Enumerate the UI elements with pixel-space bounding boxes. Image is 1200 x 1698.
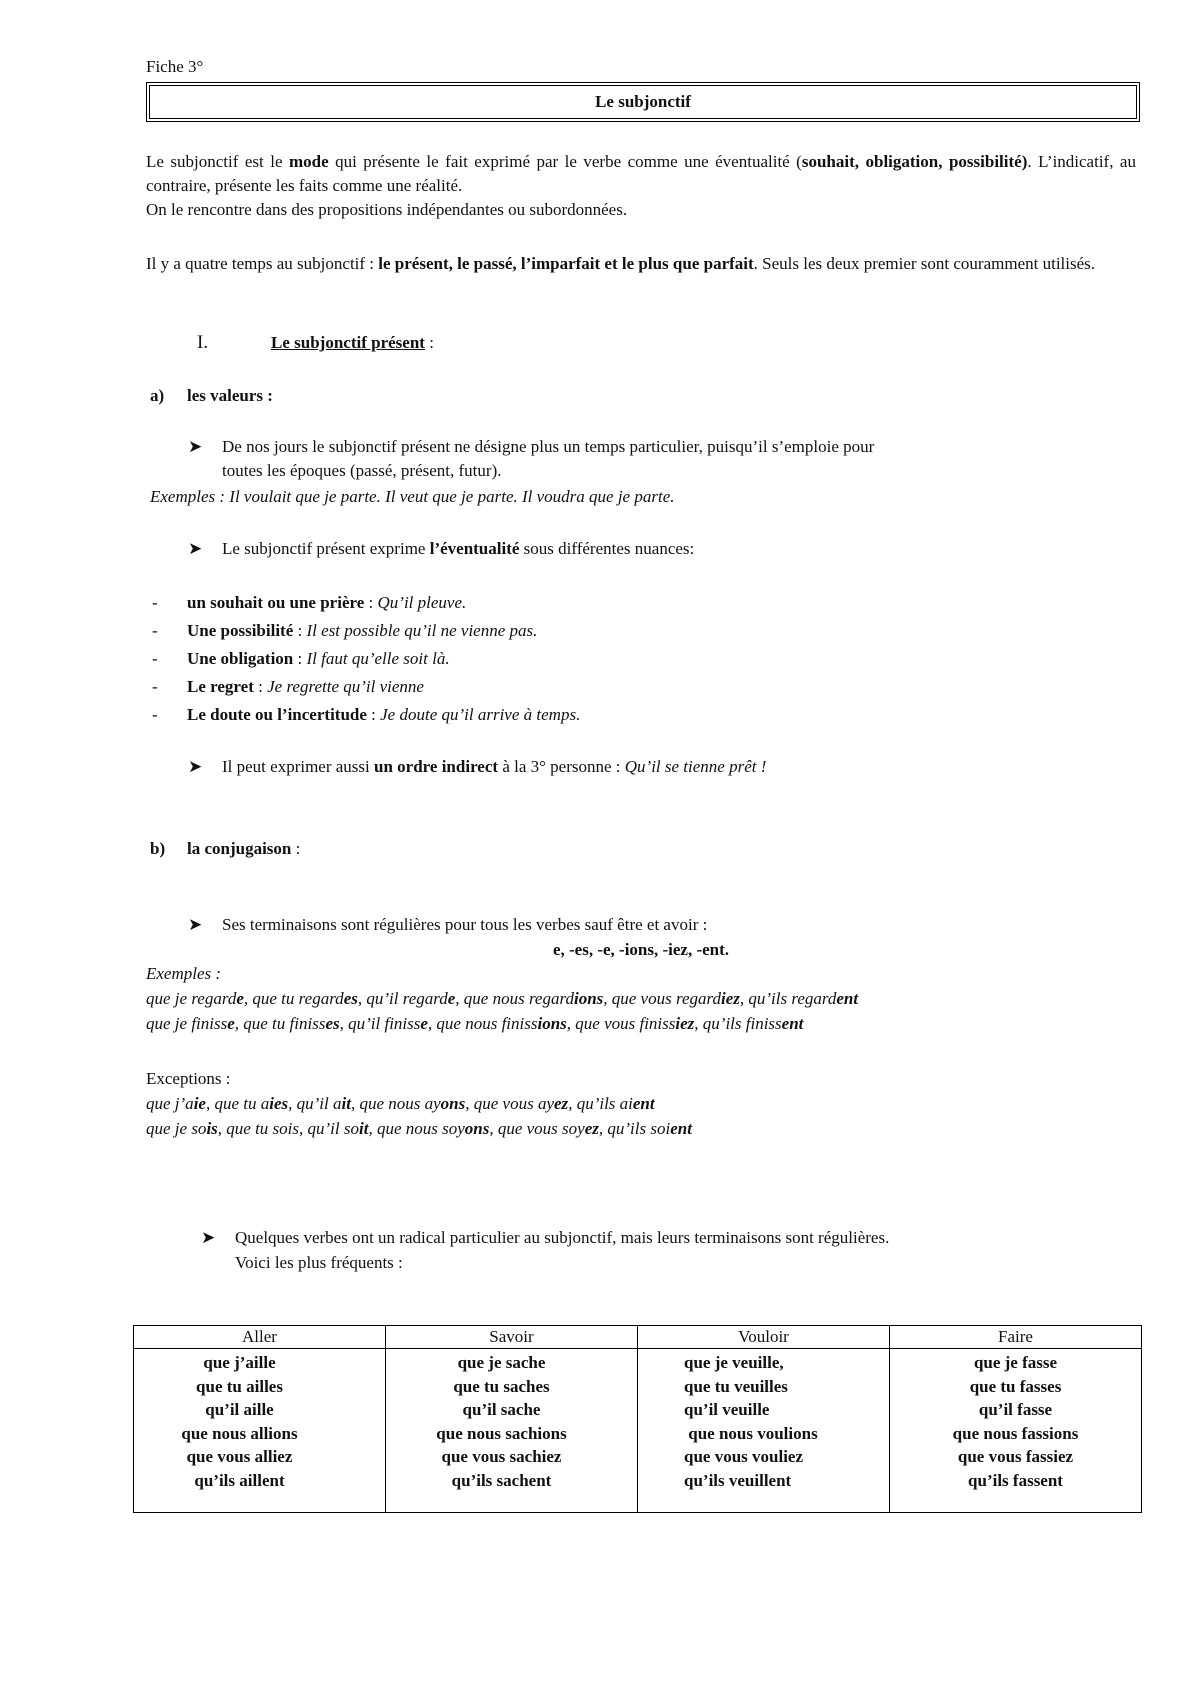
section-number: I. <box>197 332 209 353</box>
intro-rich-1 <box>146 152 1136 195</box>
text-run: , que tu regard <box>243 989 344 1008</box>
text-run: , que nous finiss <box>427 1014 538 1033</box>
nuance-example: Il faut qu’elle soit là. <box>306 649 450 668</box>
examples-2-line-2 <box>146 1013 803 1035</box>
conjugation-form: que je sache <box>457 1353 546 1372</box>
nuance-item: - Le doute ou l’incertitude : Je doute qu’il arrive à temps. <box>152 705 581 724</box>
text-run: mode <box>288 152 329 171</box>
text-run: . L’indicatif, au contraire, présente les faits comme une réalité. <box>146 152 1136 195</box>
subheading-b-colon: : <box>291 839 301 858</box>
conjugation-form: que je veuille, <box>684 1353 784 1372</box>
conjugation-form: qu’ils aillent <box>194 1470 285 1490</box>
nuance-example: Il est possible qu’il ne vienne pas. <box>306 621 538 640</box>
nuance-term: Une obligation <box>187 649 294 668</box>
text-run: e <box>447 989 456 1008</box>
table-header-cell: Savoir <box>386 1326 638 1349</box>
table-header-row <box>134 1326 1142 1349</box>
text-run: , qu’ils ai <box>568 1094 633 1113</box>
text-run: ons <box>440 1094 466 1113</box>
table-cell-faire <box>890 1349 1142 1513</box>
text-run: que je finiss <box>146 1014 228 1033</box>
text-run: qui présente le fait exprimé par le verbe comme une éventualité ( <box>328 152 802 171</box>
bullet-1 <box>188 436 874 458</box>
table-cell-aller <box>134 1349 386 1513</box>
examples-1: Exemples : Il voulait que je parte. Il veut que je parte. Il voudra que je parte. <box>150 487 675 506</box>
text-run: Il y a quatre temps au subjonctif : <box>146 254 379 273</box>
nuance-sep: : <box>253 677 268 696</box>
text-run: souhait, obligation, possibilité) <box>801 152 1028 171</box>
text-run: , que vous finiss <box>566 1014 676 1033</box>
text-run: , qu’il regard <box>357 989 448 1008</box>
text-run: ie <box>193 1094 206 1113</box>
conjugation-form: que vous alliez <box>186 1447 293 1466</box>
conjugation-form: qu’il fasse <box>978 1400 1053 1419</box>
conjugation-form: que tu saches <box>453 1376 550 1396</box>
nuance-item: - Une obligation : Il faut qu’elle soit là. <box>152 649 450 668</box>
nuance-example: Je doute qu’il arrive à temps. <box>380 705 581 724</box>
text-run: , qu’ils regard <box>739 989 837 1008</box>
intro-paragraph-1 <box>146 150 1136 222</box>
text-run: Le subjonctif est le <box>146 152 289 171</box>
arrow-bullet-icon: ➤ <box>188 437 203 456</box>
bullet-5-line-1: Quelques verbes ont un radical particulier au subjonctif, mais leurs terminaisons sont régulières. <box>235 1228 890 1247</box>
text-run: , qu’il a <box>288 1094 342 1113</box>
bullet-5-line-2: Voici les plus fréquents : <box>235 1253 403 1272</box>
text-run: ions <box>573 989 604 1008</box>
conjugation-form: que nous voulions <box>684 1423 818 1443</box>
nuance-sep: : <box>293 621 307 640</box>
text-run: , qu’il finiss <box>339 1014 421 1033</box>
text-run: e <box>420 1014 428 1033</box>
section-heading <box>197 332 434 354</box>
nuance-term: un souhait ou une prière <box>187 593 365 612</box>
text-run: , que nous ay <box>350 1094 441 1113</box>
text-run: es <box>343 989 358 1008</box>
fiche-label: Fiche 3° <box>146 57 204 76</box>
text-run: ent <box>836 989 859 1008</box>
text-run: , que tu sois, qu’il so <box>217 1119 359 1138</box>
table-cell-savoir <box>386 1349 638 1513</box>
text-run: , que nous regard <box>455 989 574 1008</box>
text-run: le présent, le passé, l’imparfait et le plus que parfait <box>378 254 754 273</box>
table-header-cell: Aller <box>134 1326 386 1349</box>
nuance-item: - Le regret : Je regrette qu’il vienne <box>152 677 424 696</box>
conjugation-form: qu’il sache <box>462 1400 541 1419</box>
examples-2-label: Exemples : <box>146 964 222 983</box>
bullet-4-text: Ses terminaisons sont régulières pour tous les verbes sauf être et avoir : <box>222 915 708 934</box>
text-run: es <box>325 1014 340 1033</box>
table-header-cell: Faire <box>890 1326 1142 1349</box>
text-run: Il peut exprimer aussi <box>222 757 375 776</box>
intro-line-2: On le rencontre dans des propositions indépendantes ou subordonnées. <box>146 200 628 219</box>
conjugation-form: qu’il veuille <box>684 1400 770 1419</box>
conjugation-form: qu’ils fassent <box>968 1470 1063 1490</box>
text-run: ent <box>670 1119 692 1138</box>
text-run: . Seuls les deux premier sont couramment utilisés. <box>753 254 1096 273</box>
conjugation-form: que vous fassiez <box>957 1447 1074 1466</box>
bullet-3-text <box>222 757 766 776</box>
text-run: iez <box>721 989 740 1008</box>
conjugation-form: que tu fasses <box>969 1376 1062 1396</box>
table-cell-vouloir <box>638 1349 890 1513</box>
arrow-bullet-icon: ➤ <box>188 757 203 776</box>
conjugation-form: que vous vouliez <box>684 1447 804 1466</box>
text-run: ent <box>781 1014 804 1033</box>
conjugation-form: qu’ils veuillent <box>684 1470 792 1490</box>
nuance-item: - un souhait ou une prière : Qu’il pleuve. <box>152 593 467 612</box>
text-run: sous différentes nuances: <box>519 539 695 558</box>
conjugation-form: que j’aille <box>203 1353 276 1372</box>
text-run: que j’a <box>146 1094 194 1113</box>
text-run: que je so <box>146 1119 207 1138</box>
intro-paragraph-2 <box>146 252 1136 276</box>
text-run: , que tu a <box>205 1094 270 1113</box>
text-run: , que tu finiss <box>234 1014 326 1033</box>
nuance-example: Je regrette qu’il vienne <box>267 677 424 696</box>
text-run: is <box>206 1119 218 1138</box>
text-run: it <box>341 1094 351 1113</box>
nuance-sep: : <box>364 593 378 612</box>
bullet-1-line-2: toutes les époques (passé, présent, futur). <box>222 461 502 480</box>
text-run: un ordre indirect <box>374 757 499 776</box>
conjugation-form: que tu ailles <box>196 1376 283 1396</box>
text-run: l’éventualité <box>429 539 520 558</box>
text-run: , que vous regard <box>603 989 721 1008</box>
text-run: ent <box>632 1094 655 1113</box>
conjugation-form: qu’il aille <box>205 1400 274 1419</box>
text-run: Le subjonctif présent exprime <box>222 539 430 558</box>
bullet-1-line-1: De nos jours le subjonctif présent ne désigne plus un temps particulier, puisqu’il s’emploie pour <box>222 437 875 456</box>
text-run: Qu’il se tienne prêt ! <box>624 757 767 776</box>
nuance-example: Qu’il pleuve. <box>377 593 467 612</box>
nuance-sep: : <box>366 705 381 724</box>
exceptions-label: Exceptions : <box>146 1069 231 1088</box>
text-run: , qu’ils finiss <box>694 1014 782 1033</box>
subheading-a-label: a) <box>150 386 165 405</box>
text-run: iez <box>675 1014 695 1033</box>
text-run: it <box>358 1119 369 1138</box>
subheading-b <box>150 838 300 860</box>
nuance-term: Le doute ou l’incertitude <box>187 705 367 724</box>
irregular-verbs-table <box>133 1325 1142 1513</box>
section-colon: : <box>424 333 434 352</box>
conjugation-form: que vous sachiez <box>441 1447 562 1466</box>
bullet-3 <box>188 756 766 778</box>
page-title: Le subjonctif <box>146 82 1140 122</box>
subheading-a-title: les valeurs : <box>187 386 273 405</box>
text-run: ez <box>584 1119 599 1138</box>
bullet-2-text <box>222 539 694 558</box>
text-run: ez <box>554 1094 569 1113</box>
nuance-item: - Une possibilité : Il est possible qu’il ne vienne pas. <box>152 621 538 640</box>
bullet-4 <box>188 914 707 936</box>
arrow-bullet-icon: ➤ <box>188 915 203 934</box>
exceptions-line-1 <box>146 1093 655 1115</box>
nuance-term: Une possibilité <box>187 621 294 640</box>
text-run: , que vous ay <box>465 1094 555 1113</box>
text-run: e <box>236 989 244 1008</box>
text-run: e <box>227 1014 235 1033</box>
arrow-bullet-icon: ➤ <box>188 539 203 558</box>
nuance-sep: : <box>293 649 307 668</box>
arrow-bullet-icon: ➤ <box>201 1228 216 1247</box>
conjugation-form: que nous sachions <box>436 1423 567 1443</box>
text-run: ies <box>269 1094 289 1113</box>
conjugation-form: que nous allions <box>181 1423 298 1443</box>
bullet-5 <box>201 1227 889 1249</box>
exceptions-line-2 <box>146 1118 692 1140</box>
text-run: à la 3° personne : <box>498 757 625 776</box>
endings-line: e, -es, -e, -ions, -iez, -ent. <box>552 940 730 959</box>
subheading-a <box>150 385 273 407</box>
text-run: ons <box>464 1119 490 1138</box>
conjugation-form: que je fasse <box>973 1353 1058 1372</box>
examples-2-line-1 <box>146 988 858 1010</box>
nuance-term: Le regret <box>187 677 254 696</box>
subheading-b-label: b) <box>150 839 166 858</box>
text-run: ions <box>537 1014 567 1033</box>
table-header-cell: Vouloir <box>638 1326 890 1349</box>
table-row <box>134 1349 1142 1513</box>
bullet-2 <box>188 538 694 560</box>
text-run: , que vous soy <box>489 1119 585 1138</box>
text-run: , que nous soy <box>368 1119 465 1138</box>
section-title: Le subjonctif présent <box>271 333 425 352</box>
subheading-b-title: la conjugaison <box>187 839 292 858</box>
conjugation-form: que nous fassions <box>952 1423 1079 1443</box>
conjugation-form: qu’ils sachent <box>451 1470 552 1490</box>
conjugation-form: que tu veuilles <box>684 1376 788 1396</box>
text-run: que je regard <box>146 989 237 1008</box>
text-run: , qu’ils soi <box>598 1119 671 1138</box>
